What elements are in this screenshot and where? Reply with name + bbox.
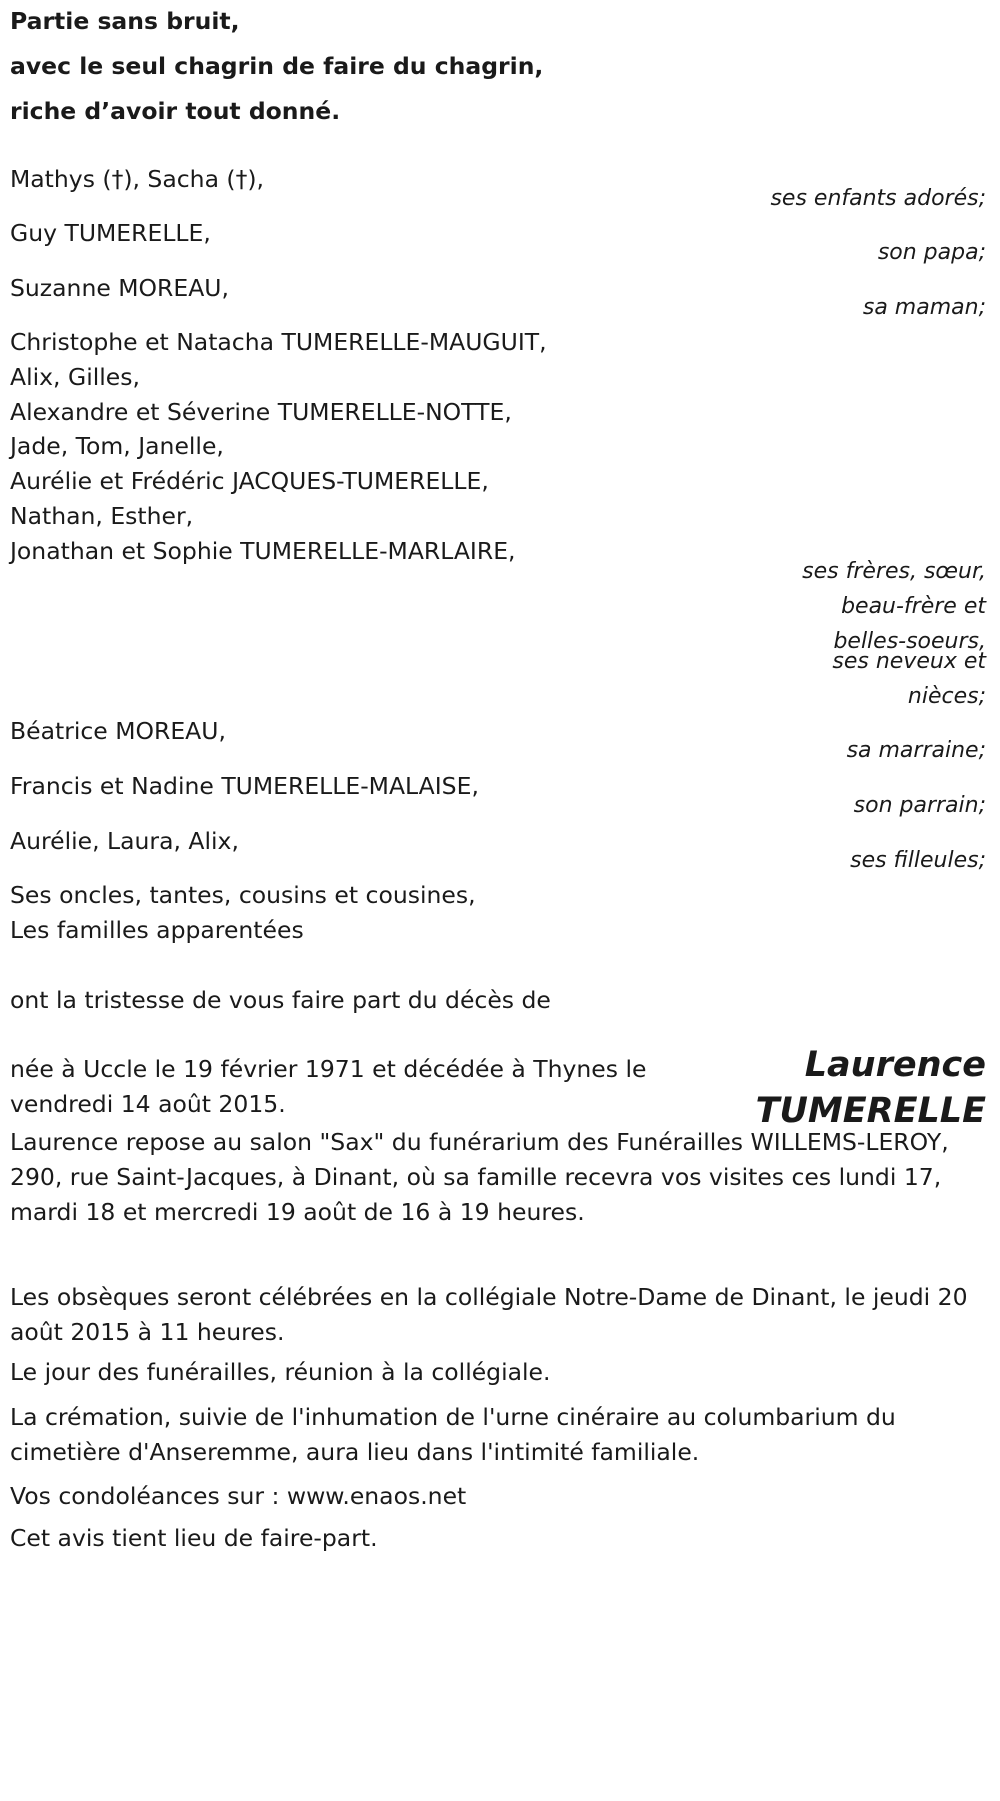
family-role-godfather: son parrain; [853,793,986,818]
family-names-siblings-2: Alix, Gilles, [10,363,140,391]
epigraph-line-3: riche d’avoir tout donné. [10,97,341,125]
announcement-text: ont la tristesse de vous faire part du décès de [10,986,551,1014]
deceased-name [756,1042,986,1134]
family-names-siblings-3: Alexandre et Séverine TUMERELLE-NOTTE, [10,398,512,426]
family-role-siblings-5: nièces; [907,684,986,709]
paragraph-funeral: Les obsèques seront célébrées en la collégiale Notre-Dame de Dinant, le jeudi 20 août 2015 à 11 heures. [10,1283,968,1346]
paragraph-cremation: La crémation, suivie de l'inhumation de l'urne cinéraire au columbarium du cimetière d'Anseremme, aura lieu dans l'intimité familiale. [10,1403,896,1466]
paragraph-notice: Cet avis tient lieu de faire-part. [10,1524,378,1552]
family-names-father: Guy TUMERELLE, [10,219,211,247]
family-names-extended-1: Ses oncles, tantes, cousins et cousines, [10,881,476,909]
family-role-siblings-4: ses neveux et [832,649,986,674]
family-role-mother: sa maman; [862,295,986,320]
family-role-godmother: sa marraine; [846,738,986,763]
family-role-father: son papa; [877,240,986,265]
family-names-siblings-6: Nathan, Esther, [10,502,194,530]
family-names-siblings-4: Jade, Tom, Janelle, [10,432,224,460]
family-role-siblings-2: beau-frère et [841,594,986,619]
family-names-goddaughters: Aurélie, Laura, Alix, [10,827,239,855]
family-names-mother: Suzanne MOREAU, [10,274,229,302]
family-names-siblings-1: Christophe et Natacha TUMERELLE-MAUGUIT, [10,328,547,356]
paragraph-gathering: Le jour des funérailles, réunion à la collégiale. [10,1358,551,1386]
family-names-siblings-5: Aurélie et Frédéric JACQUES-TUMERELLE, [10,467,489,495]
family-role-siblings-1: ses frères, sœur, [802,559,986,584]
family-names-godmother: Béatrice MOREAU, [10,717,226,745]
family-names-children: Mathys (†), Sacha (†), [10,165,264,193]
family-role-goddaughters: ses filleules; [850,848,986,873]
epigraph-line-1: Partie sans bruit, [10,7,240,35]
family-names-extended-2: Les familles apparentées [10,916,304,944]
paragraph-visitation: Laurence repose au salon "Sax" du funérarium des Funérailles WILLEMS-LEROY, 290, rue Saint-Jacques, à Dinant, où sa famille recevra vos visites ces lundi 17, mardi 18 et mercredi 19 août de 16 à 19 heures. [10,1128,949,1226]
birth-death-text: née à Uccle le 19 février 1971 et décédée à Thynes le vendredi 14 août 2015. [10,1055,647,1118]
deceased-first-name: Laurence [804,1045,986,1085]
family-role-children: ses enfants adorés; [770,186,986,211]
deceased-last-name: TUMERELLE [755,1091,986,1131]
paragraph-condolences: Vos condoléances sur : www.enaos.net [10,1482,467,1510]
family-names-siblings-7: Jonathan et Sophie TUMERELLE-MARLAIRE, [10,537,516,565]
family-names-godfather: Francis et Nadine TUMERELLE-MALAISE, [10,772,479,800]
epigraph-line-2: avec le seul chagrin de faire du chagrin, [10,52,544,80]
family-role-siblings-3: belles-soeurs, [833,629,986,654]
